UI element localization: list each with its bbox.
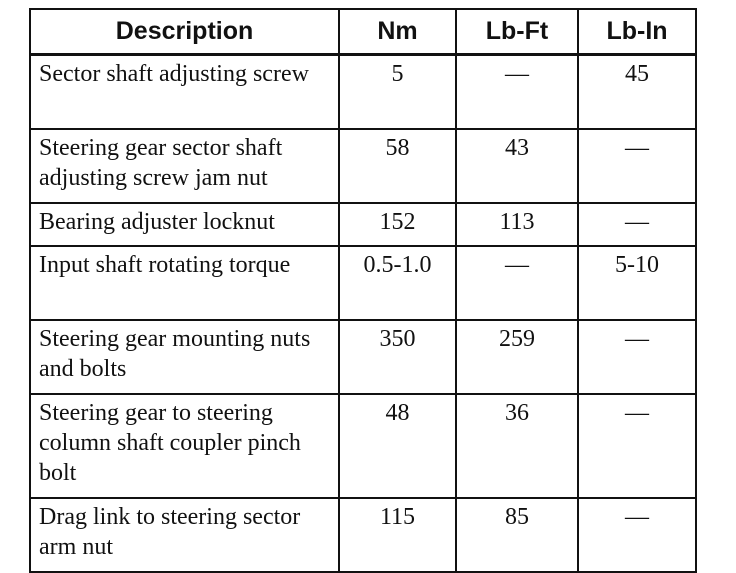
- nm-cell: 350: [339, 320, 456, 394]
- description-cell: Bearing adjuster locknut: [30, 203, 339, 246]
- table-row: [30, 129, 696, 203]
- lb-in-cell: —: [578, 203, 696, 246]
- lb-in-cell: —: [578, 320, 696, 394]
- table-row: [30, 394, 696, 498]
- table-row: [30, 498, 696, 572]
- lb-ft-cell: —: [456, 246, 578, 320]
- column-header-lb-in: Lb-In: [578, 9, 696, 55]
- nm-cell: 5: [339, 55, 456, 130]
- lb-ft-cell: 113: [456, 203, 578, 246]
- description-cell: Input shaft rotating torque: [30, 246, 339, 320]
- lb-ft-cell: 36: [456, 394, 578, 498]
- lb-ft-cell: 43: [456, 129, 578, 203]
- description-cell: Drag link to steering sector arm nut: [30, 498, 339, 572]
- lb-in-cell: 5-10: [578, 246, 696, 320]
- lb-ft-cell: 85: [456, 498, 578, 572]
- torque-spec-table: [29, 8, 697, 573]
- nm-cell: 115: [339, 498, 456, 572]
- table-row: [30, 320, 696, 394]
- nm-cell: 58: [339, 129, 456, 203]
- nm-cell: 152: [339, 203, 456, 246]
- nm-cell: 48: [339, 394, 456, 498]
- lb-in-cell: 45: [578, 55, 696, 130]
- column-header-description: Description: [30, 9, 339, 55]
- table-row: [30, 246, 696, 320]
- description-cell: Sector shaft adjusting screw: [30, 55, 339, 130]
- table-body: [30, 55, 696, 573]
- lb-in-cell: —: [578, 394, 696, 498]
- lb-in-cell: —: [578, 498, 696, 572]
- lb-ft-cell: 259: [456, 320, 578, 394]
- table-header: [30, 9, 696, 55]
- description-cell: Steering gear to steering column shaft coupler pinch bolt: [30, 394, 339, 498]
- table-row: [30, 203, 696, 246]
- column-header-lb-ft: Lb-Ft: [456, 9, 578, 55]
- nm-cell: 0.5-1.0: [339, 246, 456, 320]
- table-row: [30, 55, 696, 130]
- description-cell: Steering gear mounting nuts and bolts: [30, 320, 339, 394]
- lb-in-cell: —: [578, 129, 696, 203]
- column-header-nm: Nm: [339, 9, 456, 55]
- header-row: [30, 9, 696, 55]
- lb-ft-cell: —: [456, 55, 578, 130]
- description-cell: Steering gear sector shaft adjusting screw jam nut: [30, 129, 339, 203]
